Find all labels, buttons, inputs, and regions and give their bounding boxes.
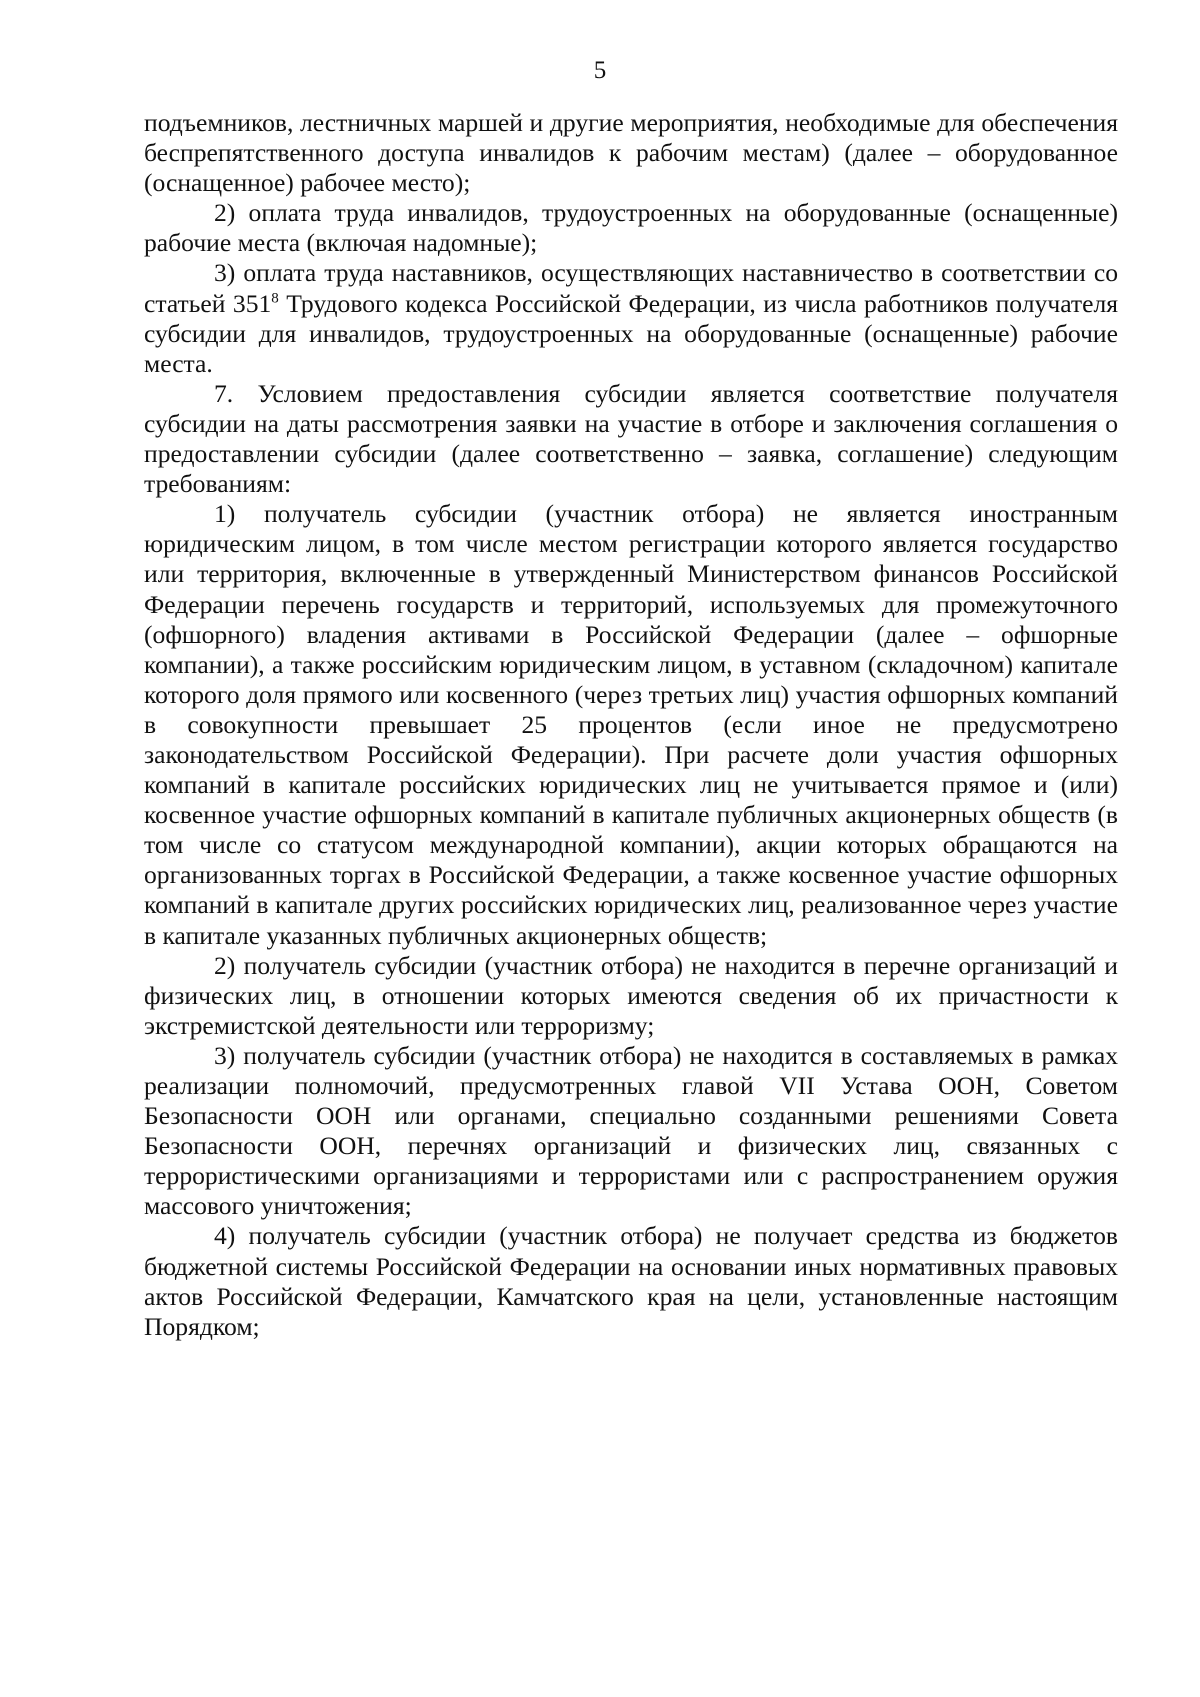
- document-body: [144, 108, 1118, 1342]
- paragraph-item-3-text-start: 3) оплата труда наставников, осуществляющих наставничество в соответствии со статьей 351: [144, 258, 1118, 318]
- paragraph-requirement-4: 4) получатель субсидии (участник отбора) не получает средства из бюджетов бюджетной системы Российской Федерации на основании иных нормативных правовых актов Российской Федерации, Камчатского края на цели, установленные настоящим Порядком;: [144, 1221, 1118, 1341]
- paragraph-item-3: [144, 258, 1118, 378]
- page-number: 5: [593, 57, 607, 84]
- paragraph-requirement-2: 2) получатель субсидии (участник отбора) не находится в перечне организаций и физических лиц, в отношении которых имеются сведения об их причастности к экстремистской деятельности или терроризму;: [144, 950, 1118, 1040]
- article-superscript: 8: [271, 290, 279, 307]
- paragraph-requirement-3: 3) получатель субсидии (участник отбора) не находится в составляемых в рамках реализации полномочий, предусмотренных главой VII Устава ООН, Советом Безопасности ООН или органами, специально созданными решениями Совета Безопасности ООН, перечнях организаций и физических лиц, связанных с террористическими организациями и террористами или с распространением оружия массового уничтожения;: [144, 1040, 1118, 1221]
- paragraph-item-3-text-end: Трудового кодекса Российской Федерации, из числа работников получателя субсидии для инвалидов, трудоустроенных на оборудованные (оснащенные) рабочие места.: [144, 288, 1118, 378]
- paragraph-continuation: подъемников, лестничных маршей и другие мероприятия, необходимые для обеспечения беспрепятственного доступа инвалидов к рабочим местам) (далее – оборудованное (оснащенное) рабочее место);: [144, 108, 1118, 198]
- paragraph-item-2: 2) оплата труда инвалидов, трудоустроенных на оборудованные (оснащенные) рабочие места (включая надомные);: [144, 198, 1118, 258]
- paragraph-requirement-1: 1) получатель субсидии (участник отбора) не является иностранным юридическим лицом, в том числе местом регистрации которого является государство или территория, включенные в утвержденный Министерством финансов Российской Федерации перечень государств и территорий, используемых для промежуточного (офшорного) владения активами в Российской Федерации (далее – офшорные компании), а также российским юридическим лицом, в уставном (складочном) капитале которого доля прямого или косвенного (через третьих лиц) участия офшорных компаний в совокупности превышает 25 процентов (если иное не предусмотрено законодательством Российской Федерации). При расчете доли участия офшорных компаний в капитале российских юридических лиц не учитывается прямое и (или) косвенное участие офшорных компаний в капитале публичных акционерных обществ (в том числе со статусом международной компании), акции которых обращаются на организованных торгах в Российской Федерации, а также косвенное участие офшорных компаний в капитале других российских юридических лиц, реализованное через участие в капитале указанных публичных акционерных обществ;: [144, 499, 1118, 950]
- paragraph-clause-7: 7. Условием предоставления субсидии является соответствие получателя субсидии на даты рассмотрения заявки на участие в отборе и заключения соглашения о предоставлении субсидии (далее соответственно – заявка, соглашение) следующим требованиям:: [144, 378, 1118, 499]
